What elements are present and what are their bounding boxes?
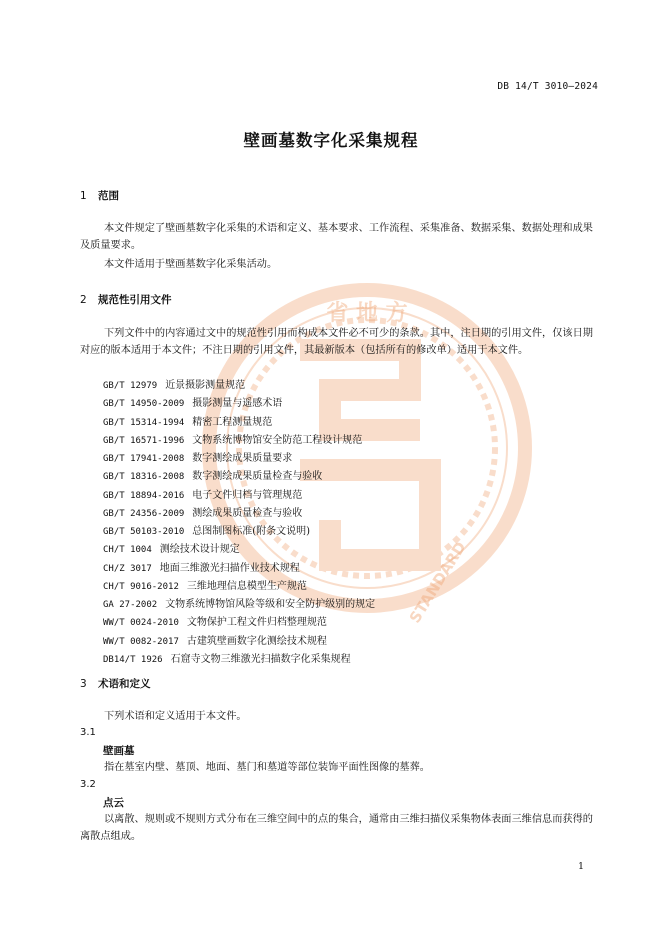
watermark-bottom-text: STANDARD: [405, 538, 470, 627]
reference-code: GB/T 16571-1996: [103, 435, 185, 446]
watermark-top-text: 省 地 方: [326, 301, 408, 326]
reference-title: 近景摄影测量规范: [165, 380, 246, 391]
section-3-intro: 下列术语和定义适用于本文件。: [104, 711, 247, 722]
reference-item: [103, 487, 375, 505]
reference-code: CH/T 1004: [103, 545, 152, 556]
reference-code: GA 27-2002: [103, 600, 158, 610]
page-number: 1: [577, 861, 584, 872]
term-number: 3.1: [80, 727, 96, 738]
section-3-number: 3: [80, 678, 87, 690]
reference-code: CH/Z 3017: [103, 563, 152, 574]
section-2-heading: [80, 292, 172, 307]
reference-item: [103, 505, 375, 523]
reference-item: [103, 377, 375, 395]
document-title: 壁画墓数字化采集规程: [243, 131, 419, 150]
reference-item: [103, 560, 375, 578]
reference-title: 三维地理信息模型生产规范: [186, 580, 307, 592]
term-definition: 以离散、规则或不规则方式分布在三维空间中的点的集合，通常由三维扫描仪采集物体表面三维信息而获得的离散点组成。: [80, 814, 593, 842]
section-3-title: 术语和定义: [98, 678, 151, 690]
reference-title: 文物系统博物馆安全防范工程设计规范: [192, 434, 363, 446]
term-number: 3.2: [80, 779, 96, 790]
section-1-paragraph-2: 本文件适用于壁画墓数字化采集活动。: [104, 259, 278, 270]
section-1-heading: [80, 188, 119, 203]
reference-code: GB/T 15314-1994: [103, 417, 185, 428]
section-1-title: 范围: [98, 190, 119, 202]
section-3-heading: [80, 676, 151, 691]
reference-item: [103, 395, 375, 413]
section-2-title: 规范性引用文件: [98, 294, 172, 306]
reference-item: [103, 596, 375, 614]
reference-title: 石窟寺文物三维激光扫描数字化采集规程: [170, 653, 351, 665]
reference-item: [103, 541, 375, 559]
reference-code: CH/T 9016-2012: [103, 581, 179, 592]
reference-code: GB/T 12979: [103, 381, 158, 391]
section-2-number: 2: [80, 294, 87, 306]
term-name: 点云: [103, 797, 124, 809]
reference-title: 数字测绘成果质量要求: [192, 453, 293, 464]
reference-list: [103, 377, 375, 669]
reference-title: 文物保护工程文件归档整理规范: [186, 617, 327, 629]
reference-code: GB/T 18316-2008: [103, 472, 185, 483]
standard-code: DB 14/T 3010—2024: [497, 81, 598, 92]
reference-title: 文物系统博物馆风险等级和安全防护级别的规定: [165, 599, 376, 610]
reference-code: GB/T 24356-2009: [103, 508, 185, 519]
reference-title: 精密工程测量规范: [192, 416, 273, 428]
reference-title: 总图制图标准(附条文说明): [192, 526, 311, 537]
reference-item: [103, 450, 375, 468]
reference-code: GB/T 50103-2010: [103, 527, 185, 537]
reference-code: GB/T 14950-2009: [103, 399, 185, 410]
reference-code: WW/T 0082-2017: [103, 636, 179, 647]
section-2-intro: 下列文件中的内容通过文中的规范性引用而构成本文件必不可少的条款。其中，注日期的引用文件，仅该日期对应的版本适用于本文件；不注日期的引用文件，其最新版本（包括所有的修改单）适用于本文件。: [80, 328, 593, 356]
section-1-number: 1: [80, 190, 87, 202]
reference-item: [103, 432, 375, 450]
reference-item: [103, 578, 375, 596]
reference-code: GB/T 17941-2008: [103, 454, 185, 464]
reference-code: DB14/T 1926: [103, 654, 163, 665]
reference-item: [103, 651, 375, 669]
reference-item: [103, 633, 375, 651]
reference-title: 测绘成果质量检查与验收: [192, 507, 303, 519]
reference-code: WW/T 0024-2010: [103, 618, 179, 629]
reference-title: 电子文件归档与管理规范: [192, 489, 303, 501]
reference-item: [103, 468, 375, 486]
reference-code: GB/T 18894-2016: [103, 490, 185, 501]
reference-title: 地面三维激光扫描作业技术规程: [159, 562, 300, 574]
reference-title: 摄影测量与遥感术语: [192, 398, 283, 410]
term-definition: 指在墓室内壁、墓顶、地面、墓门和墓道等部位装饰平面性图像的墓葬。: [104, 762, 430, 773]
reference-title: 古建筑壁画数字化测绘技术规程: [186, 635, 327, 647]
term-name: 壁画墓: [103, 745, 135, 757]
reference-title: 测绘技术设计规定: [159, 544, 240, 556]
reference-item: [103, 523, 375, 541]
reference-item: [103, 614, 375, 632]
section-1-paragraph-1: 本文件规定了壁画墓数字化采集的术语和定义、基本要求、工作流程、采集准备、数据采集、数据处理和成果及质量要求。: [80, 223, 593, 251]
reference-item: [103, 414, 375, 432]
reference-title: 数字测绘成果质量检查与验收: [192, 471, 323, 483]
